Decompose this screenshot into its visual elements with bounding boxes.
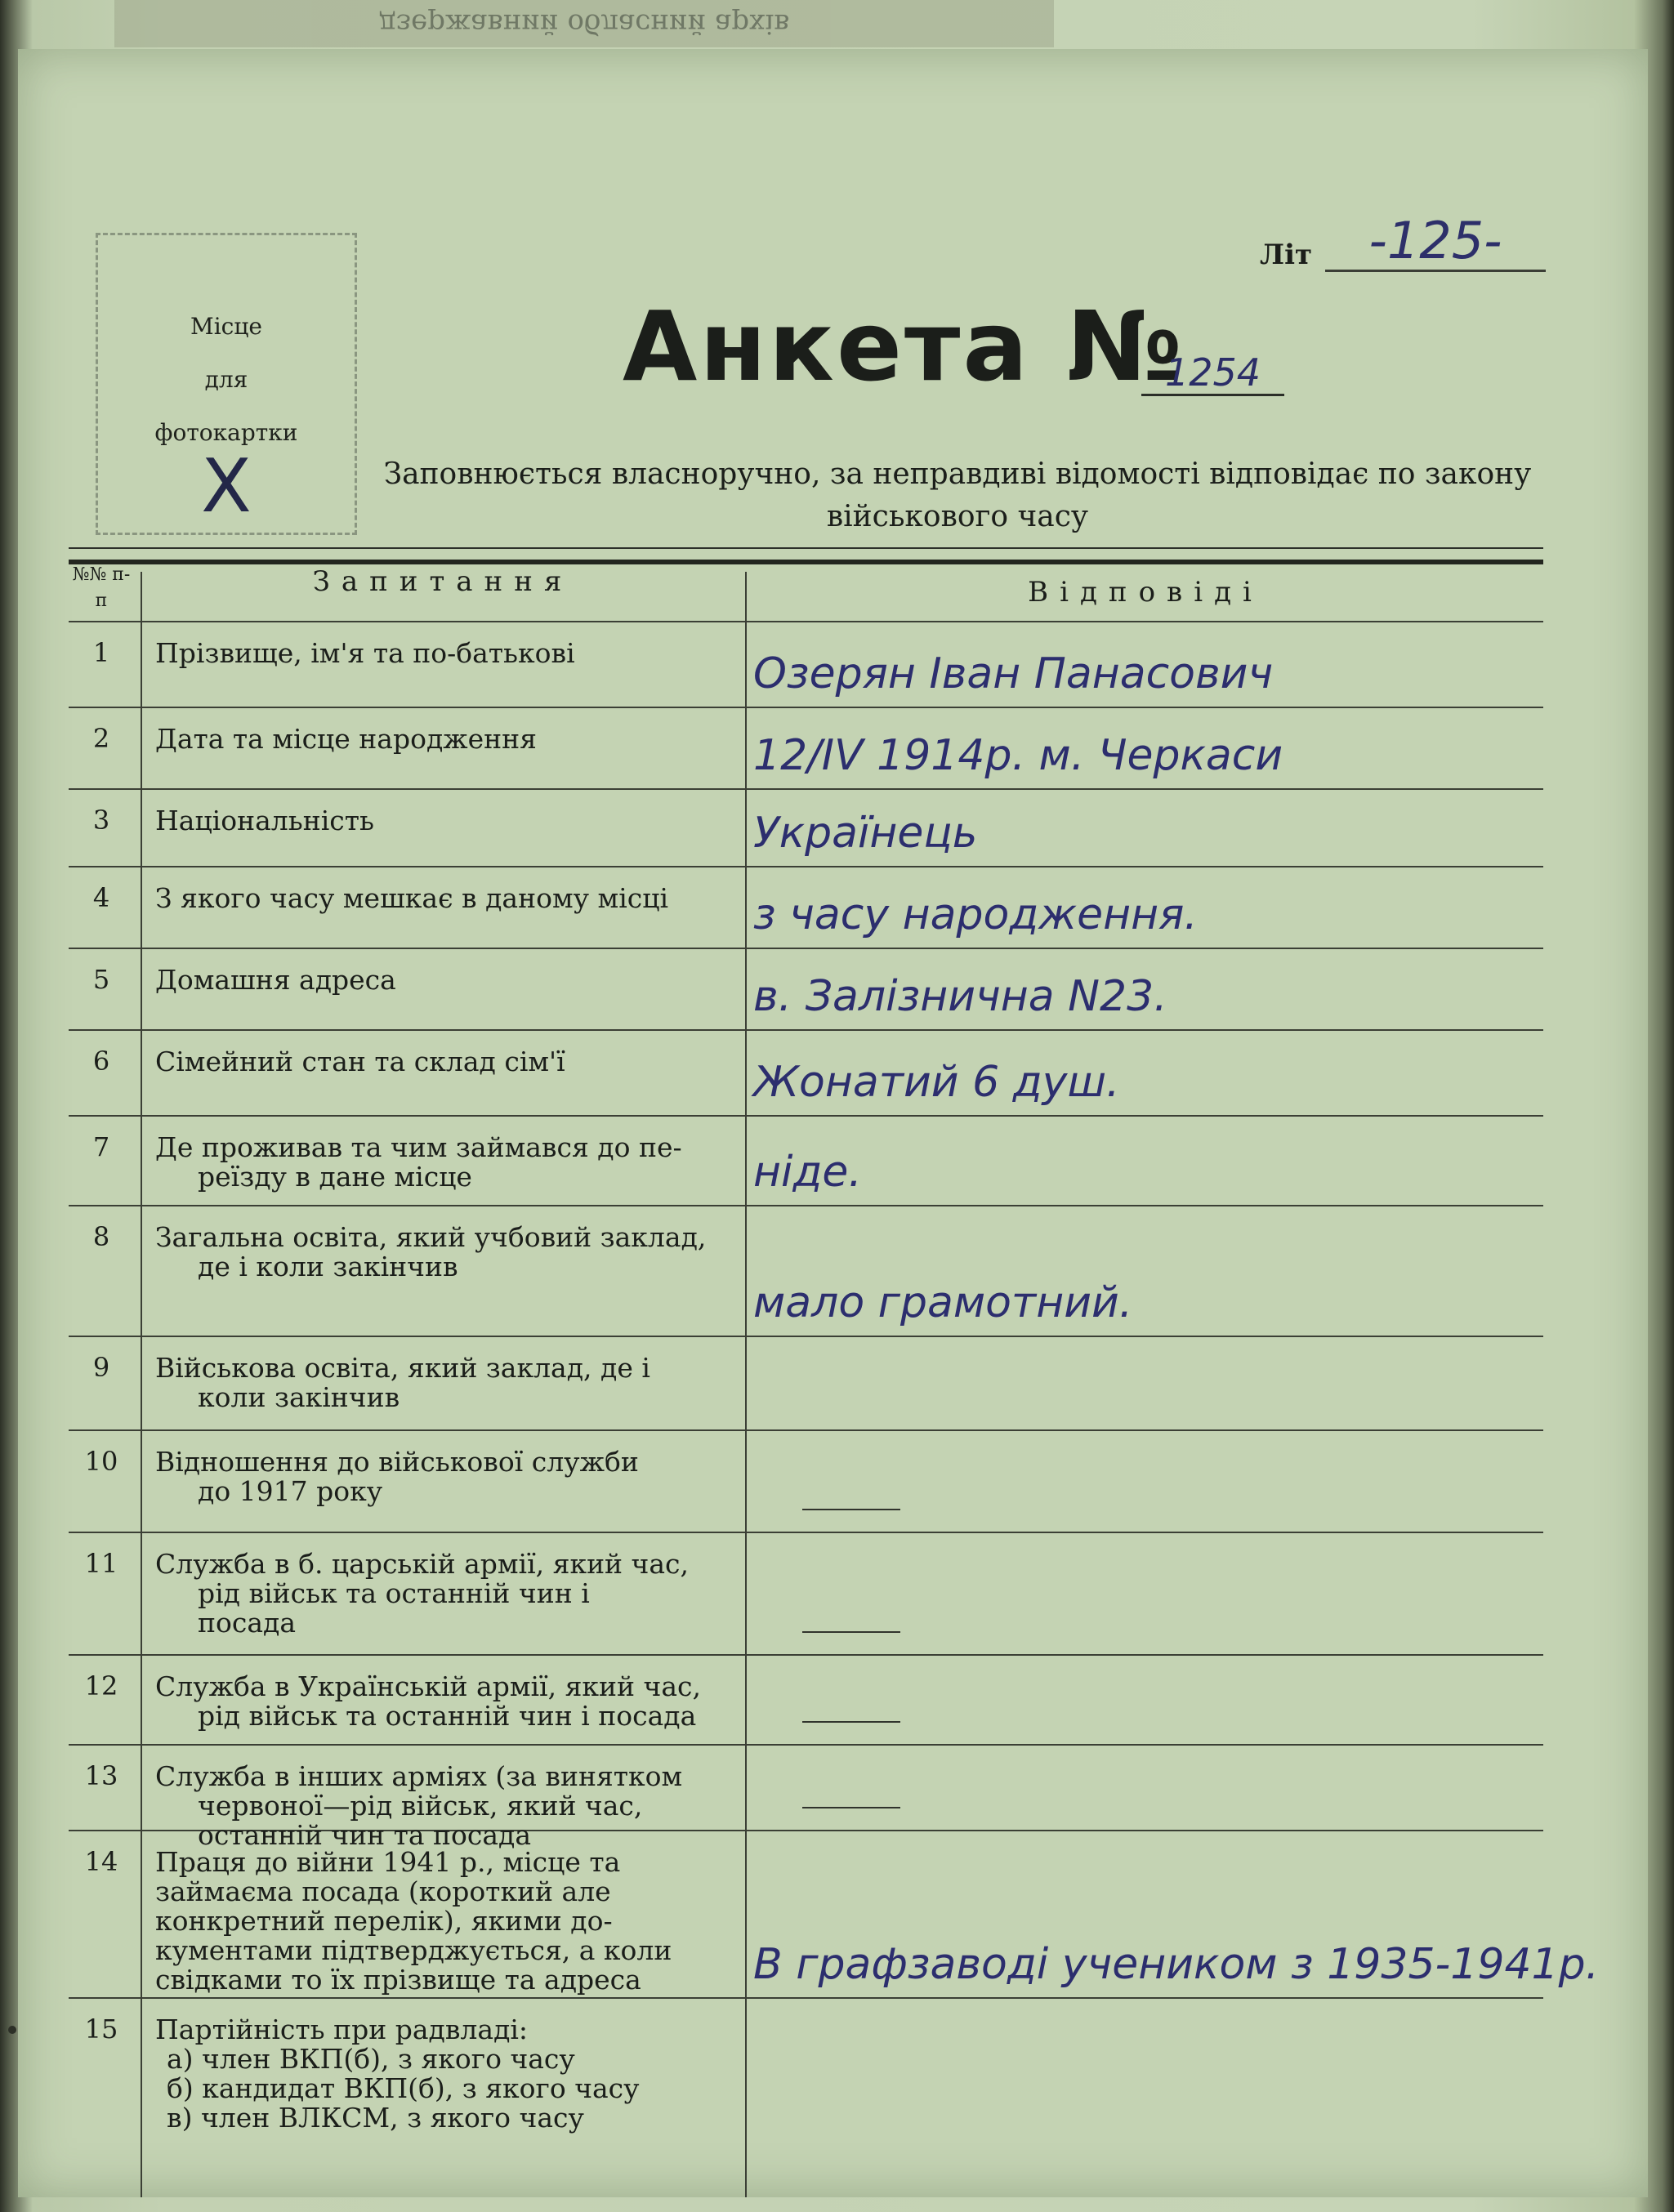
row-divider [69, 1429, 1543, 1431]
question-line: Партійність при радвладі: [155, 2014, 529, 2045]
row-question [155, 1848, 735, 1995]
header-bottom-line [69, 621, 1543, 622]
question-line: свідками то їх прізвище та адреса [155, 1964, 641, 1996]
header-questions: Запитання [312, 565, 574, 598]
question-line: Військова освіта, який заклад, де і [155, 1352, 650, 1384]
sheet-number: -125- [1325, 212, 1546, 272]
row-answer: в. Залізнична N23. [753, 972, 1167, 1021]
photo-label-3: фотокартки [154, 419, 298, 446]
row-divider [69, 866, 1543, 867]
row-divider [69, 788, 1543, 790]
photo-label-2: для [204, 366, 248, 393]
question-line: останній чин та посада [198, 1819, 532, 1851]
row-number: 5 [92, 964, 110, 995]
row-question [155, 1672, 735, 1731]
question-line: З якого часу мешкає в даному місці [155, 882, 669, 914]
question-line: Прізвище, ім'я та по-батькові [155, 637, 575, 669]
row-answer: Жонатий 6 душ. [753, 1058, 1120, 1107]
row-divider [69, 948, 1543, 949]
question-line: червоної—рід військ, який час, [198, 1790, 643, 1822]
header-answers: Відповіді [1028, 576, 1263, 609]
photo-label-1: Місце [190, 313, 262, 340]
row-question [155, 725, 735, 754]
column-divider-number [141, 572, 142, 2197]
row-question [155, 966, 735, 995]
question-line: кументами підтверджується, а коли [155, 1934, 672, 1966]
row-divider [69, 1654, 1543, 1656]
header-number: №№ п-п [72, 564, 131, 611]
row-question [155, 1447, 735, 1506]
header-rule-top [69, 547, 1543, 549]
row-divider [69, 1115, 1543, 1117]
row-number: 8 [92, 1221, 110, 1252]
question-line: де і коли закінчив [198, 1251, 458, 1282]
form-subtitle: Заповнюється власноручно, за неправдиві відомості відповідає по закону військового часу [383, 457, 1532, 533]
row-number: 10 [84, 1446, 118, 1477]
underlying-page-strip: дзержавний обласний архів [114, 0, 1054, 47]
form-number: 1254 [1141, 351, 1284, 396]
question-line: рід військ та останній чин і [198, 1577, 590, 1609]
row-number: 1 [92, 637, 110, 668]
row-question [155, 1550, 735, 1638]
question-line: а) член ВКП(б), з якого часу [167, 2043, 575, 2075]
row-question [155, 1133, 735, 1192]
question-line: Національність [155, 805, 374, 836]
photo-cross-mark: X [201, 444, 252, 529]
row-divider [69, 1205, 1543, 1206]
row-number: 11 [84, 1548, 118, 1579]
row-question [155, 639, 735, 668]
row-answer: ніде. [753, 1148, 862, 1197]
row-answer: з часу народження. [753, 890, 1198, 939]
question-line: в) член ВЛКСМ, з якого часу [167, 2102, 584, 2134]
row-number: 13 [84, 1760, 118, 1791]
question-line: Служба в б. царській армії, який час, [155, 1548, 690, 1580]
row-number: 9 [92, 1352, 110, 1383]
column-divider-question [745, 572, 747, 2197]
photo-placeholder [96, 233, 357, 535]
row-number: 3 [92, 805, 110, 836]
row-answer: В графзаводі учеником з 1935-1941р. [753, 1940, 1600, 1989]
row-question [155, 806, 735, 836]
row-number: 6 [92, 1046, 110, 1077]
row-answer: Озерян Іван Панасович [753, 649, 1274, 698]
question-line: Де проживав та чим займався до пе- [155, 1131, 682, 1163]
question-line: Служба в Українській армії, який час, [155, 1670, 701, 1702]
question-line: б) кандидат ВКП(б), з якого часу [167, 2072, 640, 2104]
question-line: Праця до війни 1941 р., місце та [155, 1846, 621, 1878]
question-line: реїзду в дане місце [198, 1161, 472, 1193]
header-rule [69, 560, 1543, 564]
row-divider [69, 1532, 1543, 1533]
row-question [155, 1047, 735, 1077]
question-line: Домашня адреса [155, 964, 396, 996]
question-line: до 1917 року [198, 1475, 383, 1507]
question-line: посада [198, 1607, 297, 1639]
question-line: Служба в інших арміях (за винятком [155, 1760, 683, 1792]
row-number: 12 [84, 1670, 118, 1701]
row-divider [69, 1997, 1543, 1999]
row-question [155, 884, 735, 913]
punch-hole [8, 2026, 16, 2034]
question-line: коли закінчив [198, 1381, 400, 1413]
row-answer: 12/IV 1914р. м. Черкаси [753, 731, 1283, 780]
row-divider [69, 1744, 1543, 1746]
row-number: 14 [84, 1846, 118, 1877]
row-number: 7 [92, 1131, 110, 1162]
row-question [155, 1762, 735, 1850]
question-line: рід військ та останній чин і посада [198, 1700, 697, 1732]
questionnaire-page [18, 49, 1648, 2197]
row-answer: мало грамотний. [753, 1278, 1133, 1327]
row-divider [69, 1029, 1543, 1031]
row-divider [69, 707, 1543, 708]
question-line: Сімейний стан та склад сім'ї [155, 1046, 565, 1077]
question-line: Дата та місце народження [155, 723, 537, 755]
row-number: 15 [84, 2014, 118, 2045]
row-divider [69, 1336, 1543, 1337]
question-line: Загальна освіта, який учбовий заклад, [155, 1221, 707, 1253]
form-title: Анкета № [623, 290, 1185, 403]
question-line: займаєма посада (короткий але [155, 1875, 611, 1907]
row-question [155, 1223, 735, 1282]
row-answer: Українець [753, 809, 978, 858]
sheet-label: Літ [1260, 239, 1313, 271]
question-line: конкретний перелік), якими до- [155, 1905, 613, 1937]
question-line: Відношення до військової служби [155, 1446, 639, 1478]
row-question [155, 2015, 735, 2133]
row-question [155, 1354, 735, 1412]
row-number: 2 [92, 723, 110, 754]
row-number: 4 [92, 882, 110, 913]
